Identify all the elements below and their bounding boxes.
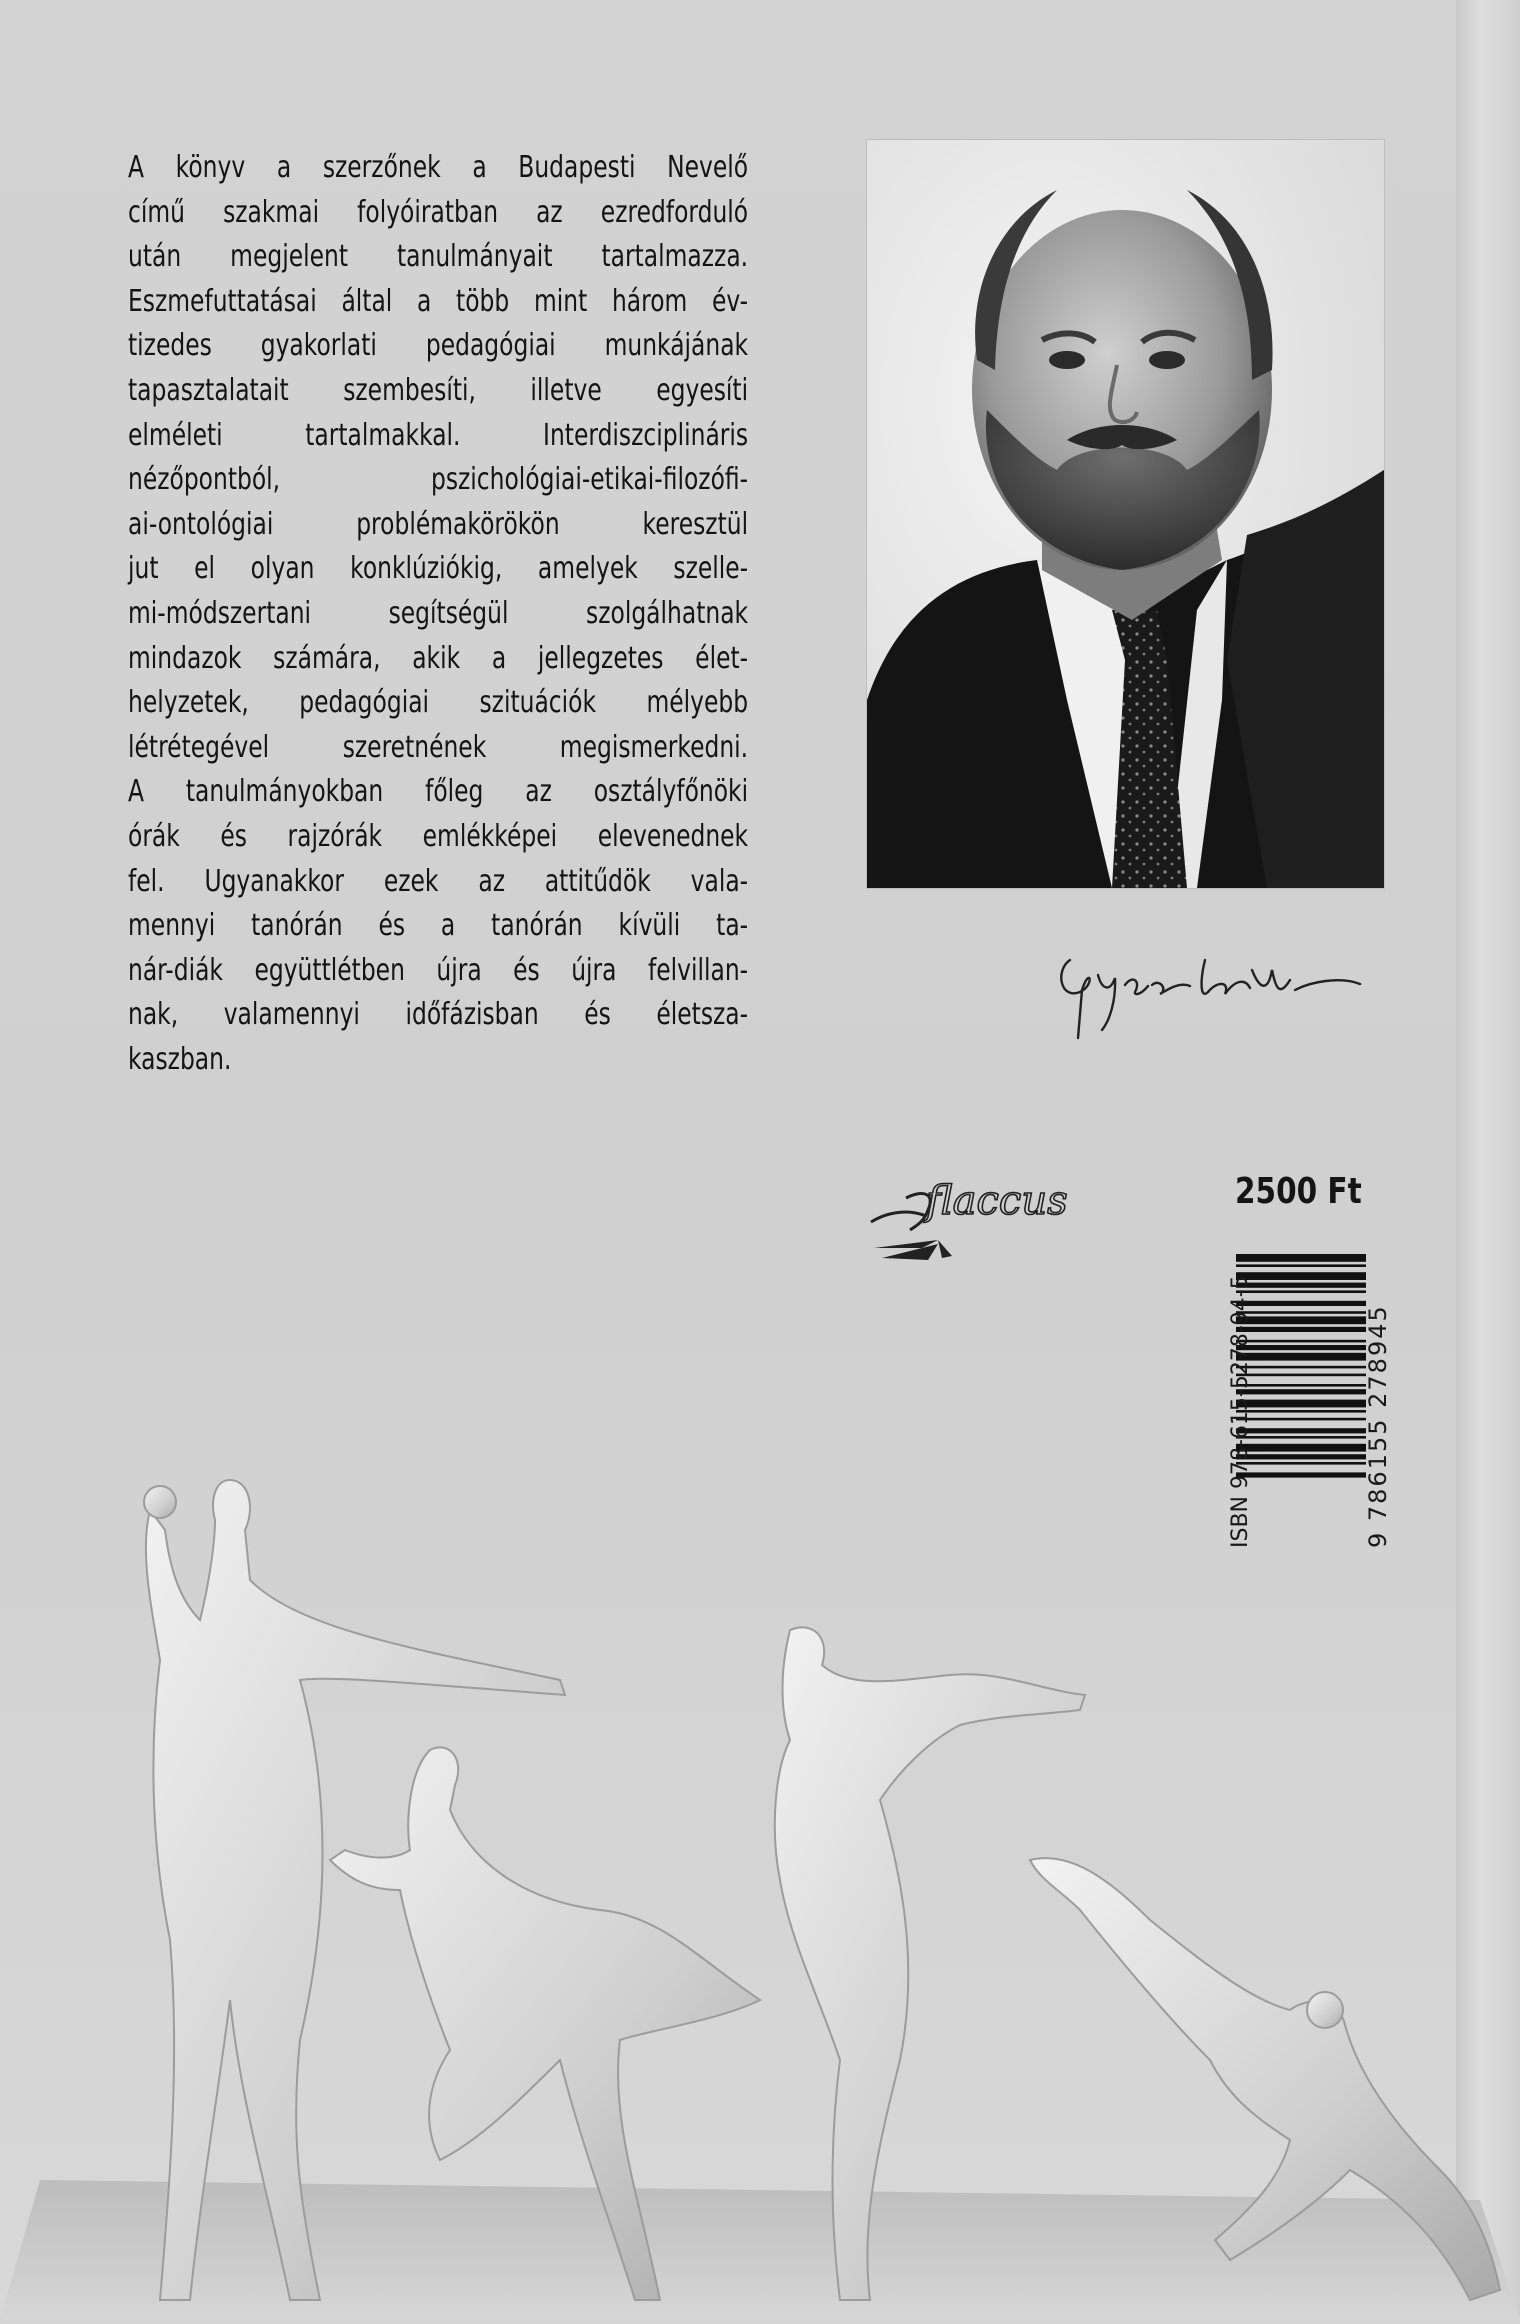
isbn-label: ISBN 978-615-5278-94-5 xyxy=(1228,1275,1253,1548)
flaccus-logo-icon xyxy=(866,1170,1106,1270)
publisher-logo xyxy=(866,1170,1106,1270)
blurb-line: után megjelent tanulmányait tartalmazza. xyxy=(128,239,749,275)
blurb-line: nézőpontból, pszichológiai-etikai-filozófi- xyxy=(128,462,749,498)
author-portrait xyxy=(867,140,1384,888)
svg-text:flaccus: flaccus xyxy=(926,1178,1068,1224)
blurb-line: létrétegével szeretnének megismerkedni. xyxy=(128,729,749,765)
blurb-line: órák és rajzórák emlékképei elevenednek xyxy=(128,818,749,854)
blurb-text xyxy=(128,146,748,1082)
blurb-line: ai-ontológiai problémakörökön keresztül xyxy=(128,506,749,542)
blurb-line: fel. Ugyanakkor ezek az attitűdök vala- xyxy=(128,863,749,899)
sculpture-image xyxy=(0,1440,1520,2320)
blurb-line: című szakmai folyóiratban az ezredforduló xyxy=(128,194,749,230)
blurb-line: kaszban. xyxy=(128,1041,232,1077)
blurb-line: A könyv a szerzőnek a Budapesti Nevelő xyxy=(128,150,749,185)
blurb-line: nár-diák együttlétben újra és újra felvillan- xyxy=(128,952,749,988)
blurb-line: tapasztalatait szembesíti, illetve egyesíti xyxy=(128,372,749,408)
blurb-line: mennyi tanórán és a tanórán kívüli ta- xyxy=(128,908,749,944)
sculpture-photo xyxy=(0,1440,1520,2320)
blurb-line: helyzetek, pedagógiai szituációk mélyebb xyxy=(128,685,749,721)
blurb-line: Eszmefuttatásai által a több mint három év- xyxy=(128,283,749,319)
author-signature xyxy=(1040,930,1370,1050)
blurb-line: mi-módszertani segítségül szolgálhatnak xyxy=(128,595,749,631)
author-portrait-image xyxy=(867,140,1384,888)
blurb-line: tizedes gyakorlati pedagógiai munkájának xyxy=(128,328,749,364)
price-label: 2500 Ft xyxy=(1235,1171,1362,1212)
blurb-line: elméleti tartalmakkal. Interdiszciplináris xyxy=(128,417,749,453)
blurb-line: nak, valamennyi időfázisban és életsza- xyxy=(128,997,749,1033)
blurb-line: jut el olyan konklúziókig, amelyek szelle- xyxy=(128,551,749,587)
blurb-line: A tanulmányokban főleg az osztályfőnöki xyxy=(128,774,749,810)
signature-icon xyxy=(1040,930,1370,1050)
isbn-digits: 9 786155 278945 xyxy=(1364,1304,1392,1548)
blurb-line: mindazok számára, akik a jellegzetes élet- xyxy=(128,640,749,676)
